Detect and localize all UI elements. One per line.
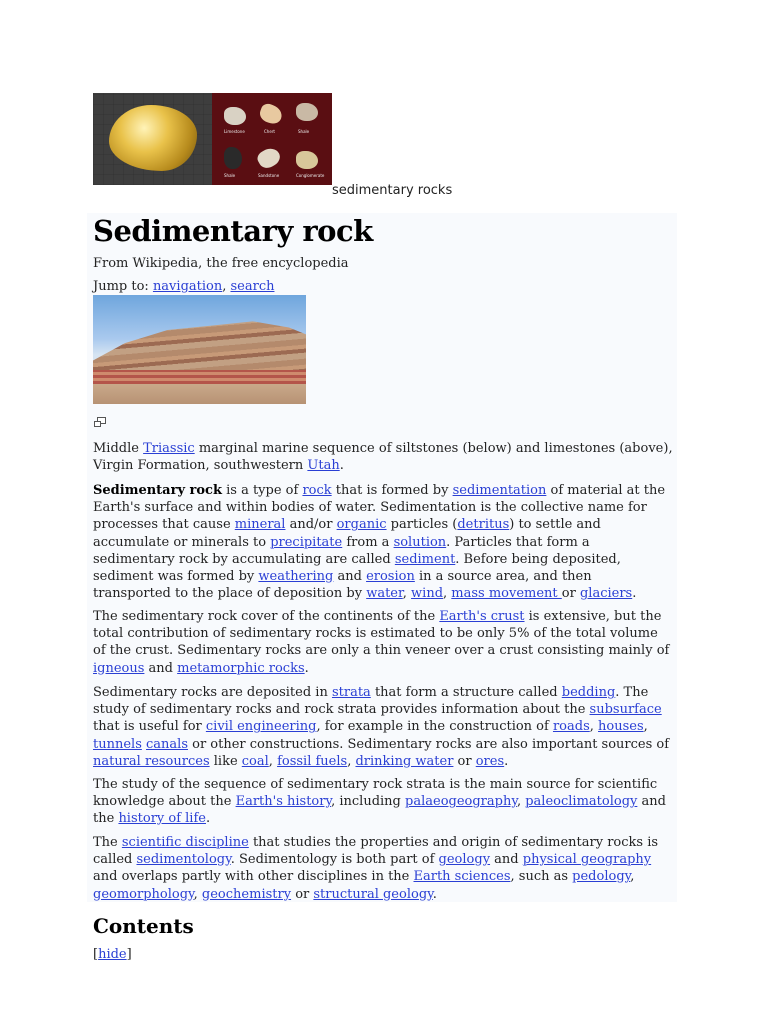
link-metamorphic-rocks[interactable]: metamorphic rocks	[177, 660, 305, 676]
link-detritus[interactable]: detritus	[457, 517, 510, 533]
link-scientific-discipline[interactable]: scientific discipline	[121, 835, 249, 850]
link-triassic[interactable]: Triassic	[143, 441, 195, 456]
link-water[interactable]: water	[366, 586, 403, 602]
page-title: Sedimentary rock	[93, 214, 373, 248]
paragraph-crust: The sedimentary rock cover of the continents of the Earth's crust is extensive, but the total contribution of sedimentary rocks is estimated to be only 5% of the total volume of the crust. Sedimentary rocks are only a thin veneer over a crust consisting mainly of igneous and metamorphic rocks.	[93, 609, 670, 676]
link-houses[interactable]: houses	[598, 719, 644, 735]
link-weathering[interactable]: weathering	[258, 569, 334, 585]
link-canals[interactable]: canals	[146, 736, 188, 752]
sample-label: Conglomerate	[296, 173, 325, 178]
paragraph-intro: Sedimentary rock is a type of rock that is formed by sedimentation of material at the Earth's surface and within bodies of water. Sedimentation is the collective name for processes that cause mineral and/or organic particles (detritus) to settle and accumulate or minerals to precipitate from a solution. Particles that form a sedimentary rock by accumulating are called sediment. Before being deposited, sediment was formed by weathering and erosion in a source area, and then transported to the place of deposition by water, wind, mass movement or glaciers.	[93, 483, 666, 602]
contents-toggle: [hide]	[93, 947, 132, 962]
paragraph-history: The study of the sequence of sedimentary rock strata is the main source for scientific knowledge about the Earth's history, including palaeogeography, paleoclimatology and the history of life.	[93, 777, 666, 827]
link-tunnels[interactable]: tunnels	[93, 736, 142, 752]
sep: ,	[222, 279, 231, 294]
link-geochemistry[interactable]: geochemistry	[201, 886, 292, 902]
from-wikipedia: From Wikipedia, the free encyclopedia	[93, 256, 349, 271]
link-ores[interactable]: ores	[475, 753, 505, 769]
paragraph-strata: Sedimentary rocks are deposited in strata that form a structure called bedding. The study of sedimentary rocks and rock strata provides information about the subsurface that is useful for civil engineering, for example in the construction of roads, houses, tunnels canals or other constructions. Sedimentary rocks are also important sources of natural resources like coal, fossil fuels, drinking water or ores.	[93, 685, 670, 769]
link-rock[interactable]: rock	[302, 483, 332, 498]
link-fossil-fuels[interactable]: fossil fuels	[277, 753, 348, 769]
hero-image	[93, 93, 332, 185]
link-wind[interactable]: wind	[411, 586, 444, 602]
triassic-formation-image[interactable]	[93, 295, 306, 404]
link-igneous[interactable]: igneous	[93, 660, 145, 676]
link-bedding[interactable]: bedding	[561, 685, 616, 700]
navigation-link[interactable]: navigation	[152, 279, 223, 294]
gold-nugget-image	[93, 93, 212, 185]
jump-prefix: Jump to:	[93, 279, 153, 294]
link-history-of-life[interactable]: history of life	[118, 811, 206, 827]
link-earths-crust[interactable]: Earth's crust	[439, 609, 525, 624]
link-earth-sciences[interactable]: Earth sciences	[413, 869, 511, 885]
link-coal[interactable]: coal	[241, 753, 269, 769]
hide-link[interactable]: hide	[98, 947, 127, 962]
link-erosion[interactable]: erosion	[366, 569, 415, 585]
link-earths-history[interactable]: Earth's history	[235, 794, 332, 810]
link-utah[interactable]: Utah	[307, 458, 340, 474]
link-sedimentation[interactable]: sedimentation	[452, 483, 547, 498]
link-sediment[interactable]: sediment	[394, 551, 456, 567]
link-pedology[interactable]: pedology	[572, 869, 631, 885]
link-subsurface[interactable]: subsurface	[589, 702, 662, 718]
contents-heading: Contents	[93, 914, 194, 938]
link-solution[interactable]: solution	[393, 534, 447, 550]
link-glaciers[interactable]: glaciers	[579, 586, 633, 602]
link-paleoclimatology[interactable]: paleoclimatology	[525, 794, 638, 810]
sample-label: Chert	[264, 129, 276, 134]
link-geology[interactable]: geology	[438, 852, 491, 868]
sample-label: Sandstone	[258, 173, 280, 178]
link-natural-resources[interactable]: natural resources	[93, 753, 210, 769]
sample-label: Shale	[298, 129, 310, 134]
link-palaeogeography[interactable]: palaeogeography	[405, 794, 517, 810]
hero-caption: sedimentary rocks	[332, 183, 453, 198]
sample-label: Limestone	[224, 129, 245, 134]
link-mass-movement[interactable]: mass movement	[451, 586, 562, 602]
link-geomorphology[interactable]: geomorphology	[93, 886, 194, 902]
sample-label: Shale	[224, 173, 236, 178]
rock-samples-image	[212, 93, 332, 185]
search-link[interactable]: search	[230, 279, 275, 294]
bold-term: Sedimentary rock	[93, 483, 222, 498]
link-strata[interactable]: strata	[331, 685, 371, 700]
link-structural-geology[interactable]: structural geology	[313, 886, 433, 902]
jump-to-bar	[93, 279, 274, 294]
link-sedimentology[interactable]: sedimentology	[136, 852, 231, 868]
link-physical-geography[interactable]: physical geography	[522, 852, 652, 868]
link-roads[interactable]: roads	[552, 719, 590, 735]
image-caption: Middle Triassic marginal marine sequence of siltstones (below) and limestones (above), Virgin Formation, southwestern Utah.	[93, 441, 673, 474]
link-mineral[interactable]: mineral	[234, 517, 286, 533]
link-civil-engineering[interactable]: civil engineering	[205, 719, 317, 735]
link-drinking-water[interactable]: drinking water	[355, 753, 454, 769]
paragraph-sedimentology: The scientific discipline that studies the properties and origin of sedimentary rocks is called sedimentology. Sedimentology is both part of geology and physical geography and overlaps partly with other disciplines in the Earth sciences, such as pedology, geomorphology, geochemistry or structural geology.	[93, 835, 659, 902]
enlarge-icon[interactable]	[93, 416, 107, 428]
link-organic[interactable]: organic	[336, 517, 387, 533]
link-precipitate[interactable]: precipitate	[270, 534, 343, 550]
